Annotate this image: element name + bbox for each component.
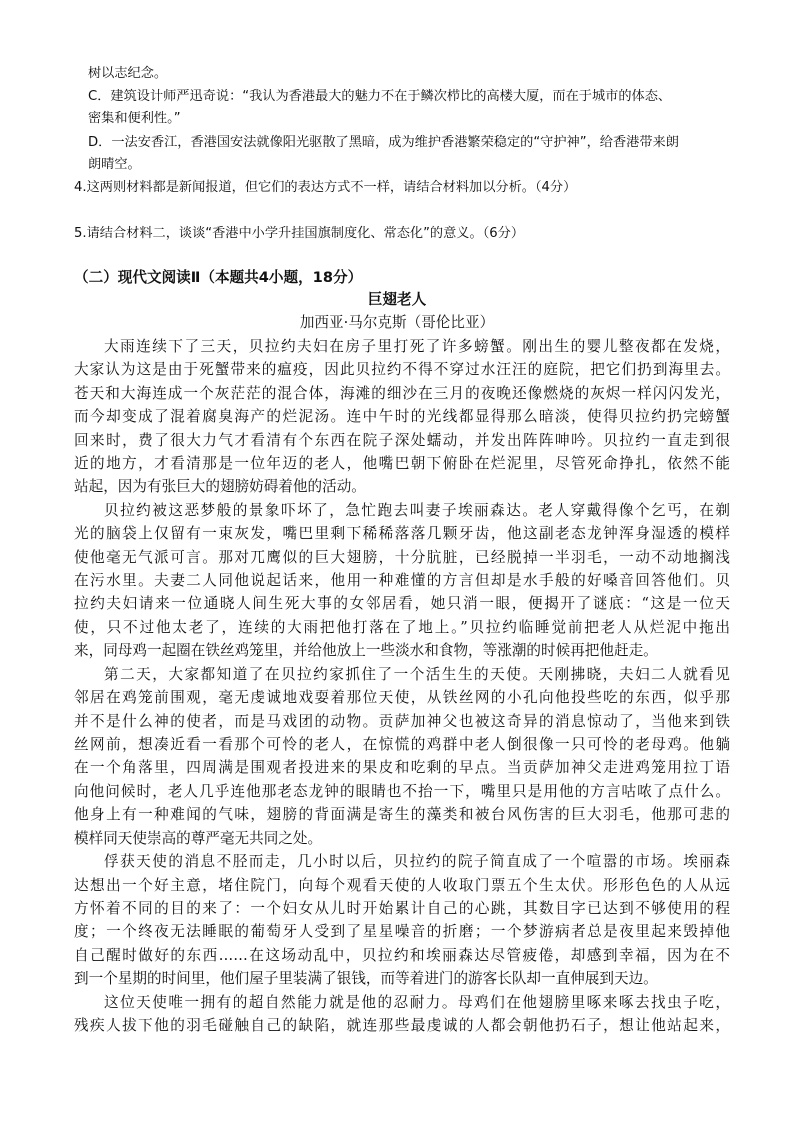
story-line: 第二天，大家都知道了在贝拉约家抓住了一个活生生的天使。天刚拂晓，夫妇二人就看见 (104, 666, 730, 683)
story-line: 自己醒时做好的东西……在这场动乱中，贝拉约和埃丽森达尽管疲倦，却感到幸福，因为在不 (74, 947, 730, 964)
story-line: 丝网前，想凑近看一看那个可怜的老人，在惊慌的鸡群中老人倒很像一只可怜的老母鸡。他躺 (74, 736, 730, 753)
section-heading: （二）现代文阅读Ⅱ（本题共4小题，18分） (74, 269, 363, 286)
story-line: 回来时，费了很大力气才看清有个东西在院子深处蠕动，并发出阵阵呻吟。贝拉约一直走到很 (74, 432, 730, 449)
story-line: 站起，因为有张巨大的翅膀妨碍着他的活动。 (74, 478, 366, 495)
story-line: 达想出一个好主意，堵住院门，向每个观看天使的人收取门票五个生太伏。形形色色的人从远 (74, 877, 730, 894)
option-c-line-1: C．建筑设计师严迅奇说：“我认为香港最大的魅力不在于鳞次栉比的高楼大厦，而在于城市的体态、 (88, 89, 672, 104)
story-line: 使，只不过他太老了，连续的大雨把他打落在了地上。”贝拉约临睡觉前把老人从烂泥中拖出 (74, 619, 730, 636)
story-line: 拉约夫妇请来一位通晓人间生死大事的女邻居看，她只消一眼，便揭开了谜底：“这是一位天 (74, 595, 730, 612)
story-line: 到一个星期的时间里，他们屋子里装满了银钱，而等着进门的游客长队却一直伸展到天边。 (74, 970, 658, 987)
story-line: 他身上有一种难闻的气味，翅膀的背面满是寄生的藻类和被台风伤害的巨大羽毛，他那可悲的 (74, 806, 730, 823)
story-line: 在一个角落里，四周满是围观者投进来的果皮和吃剩的早点。当贡萨加神父走进鸡笼用拉丁语 (74, 759, 730, 776)
story-author: 加西亚·马尔克斯（哥伦比亚） (299, 314, 495, 331)
option-b-continuation: 树以志纪念。 (88, 66, 168, 81)
story-title: 巨翅老人 (367, 291, 427, 308)
option-c-line-2: 密集和便利性。” (88, 111, 181, 126)
story-line: 近的地方，才看清那是一位年迈的老人，他嘴巴朝下俯卧在烂泥里，尽管死命挣扎，依然不能 (74, 455, 730, 472)
story-line: 俘获天使的消息不胫而走，几小时以后，贝拉约的院子简直成了一个喧嚣的市场。埃丽森 (104, 853, 730, 870)
option-d-line-1: D．一法安香江，香港国安法就像阳光驱散了黑暗，成为维护香港繁荣稳定的“守护神”，给香港带来朗 (88, 135, 679, 150)
story-line: 并不是什么神的使者，而是马戏团的动物。贡萨加神父也被这奇异的消息惊动了，当他来到铁 (74, 713, 730, 730)
story-line: 这位天使唯一拥有的超自然能力就是他的忍耐力。母鸡们在他翅膀里啄来啄去找虫子吃， (104, 994, 730, 1011)
question-5: 5.请结合材料二，谈谈“香港中小学升挂国旗制度化、常态化”的意义。（6分） (74, 226, 525, 241)
story-line: 而今却变成了混着腐臭海产的烂泥汤。连中午时的光线都显得那么暗淡，使得贝拉约扔完螃蟹 (74, 408, 730, 425)
question-4: 4.这两则材料都是新闻报道，但它们的表达方式不一样，请结合材料加以分析。（4分） (74, 180, 577, 195)
story-line: 在污水里。夫妻二人同他说起话来，他用一种难懂的方言但却是水手般的好嗓音回答他们。贝 (74, 572, 730, 589)
story-line: 贝拉约被这恶梦般的景象吓坏了，急忙跑去叫妻子埃丽森达。老人穿戴得像个乞丐，在剃 (104, 502, 730, 519)
story-line: 方怀着不同的目的来了：一个妇女从儿时开始累计自己的心跳，其数目字已达到不够使用的程 (74, 900, 730, 917)
story-line: 模样同天使崇高的尊严毫无共同之处。 (74, 830, 323, 847)
story-line: 苍天和大海连成一个灰茫茫的混合体，海滩的细沙在三月的夜晚还像燃烧的灰烬一样闪闪发光， (74, 385, 730, 402)
story-line: 大家认为这是由于死蟹带来的瘟疫，因此贝拉约不得不穿过水汪汪的庭院，把它们扔到海里去。 (74, 361, 730, 378)
story-line: 大雨连续下了三天，贝拉约夫妇在房子里打死了许多螃蟹。刚出生的婴儿整夜都在发烧， (104, 338, 730, 355)
story-line: 邻居在鸡笼前围观，毫无虔诚地戏耍着那位天使，从铁丝网的小孔向他投些吃的东西，似乎那 (74, 689, 730, 706)
option-d-line-2: 朗晴空。 (88, 157, 141, 172)
story-line: 残疾人拔下他的羽毛碰触自己的缺陷，就连那些最虔诚的人都会朝他扔石子，想让他站起来， (74, 1017, 730, 1034)
story-line: 光的脑袋上仅留有一束灰发，嘴巴里剩下稀稀落落几颗牙齿，他这副老态龙钟浑身湿透的模样 (74, 525, 730, 542)
story-line: 度；一个终夜无法睡眠的葡萄牙人受到了星星噪音的折磨；一个梦游病者总是夜里起来毁掉他 (74, 923, 730, 940)
story-line: 向他问候时，老人几乎连他那老态龙钟的眼睛也不抬一下，嘴里只是用他的方言咕哝了点什么。 (74, 783, 730, 800)
story-line: 来，同母鸡一起圈在铁丝鸡笼里，并给他放上一些淡水和食物，等涨潮的时候再把他赶走。 (74, 642, 658, 659)
story-line: 使他毫无气派可言。那对兀鹰似的巨大翅膀，十分肮脏，已经脱掉一半羽毛，一动不动地搁浅 (74, 549, 730, 566)
